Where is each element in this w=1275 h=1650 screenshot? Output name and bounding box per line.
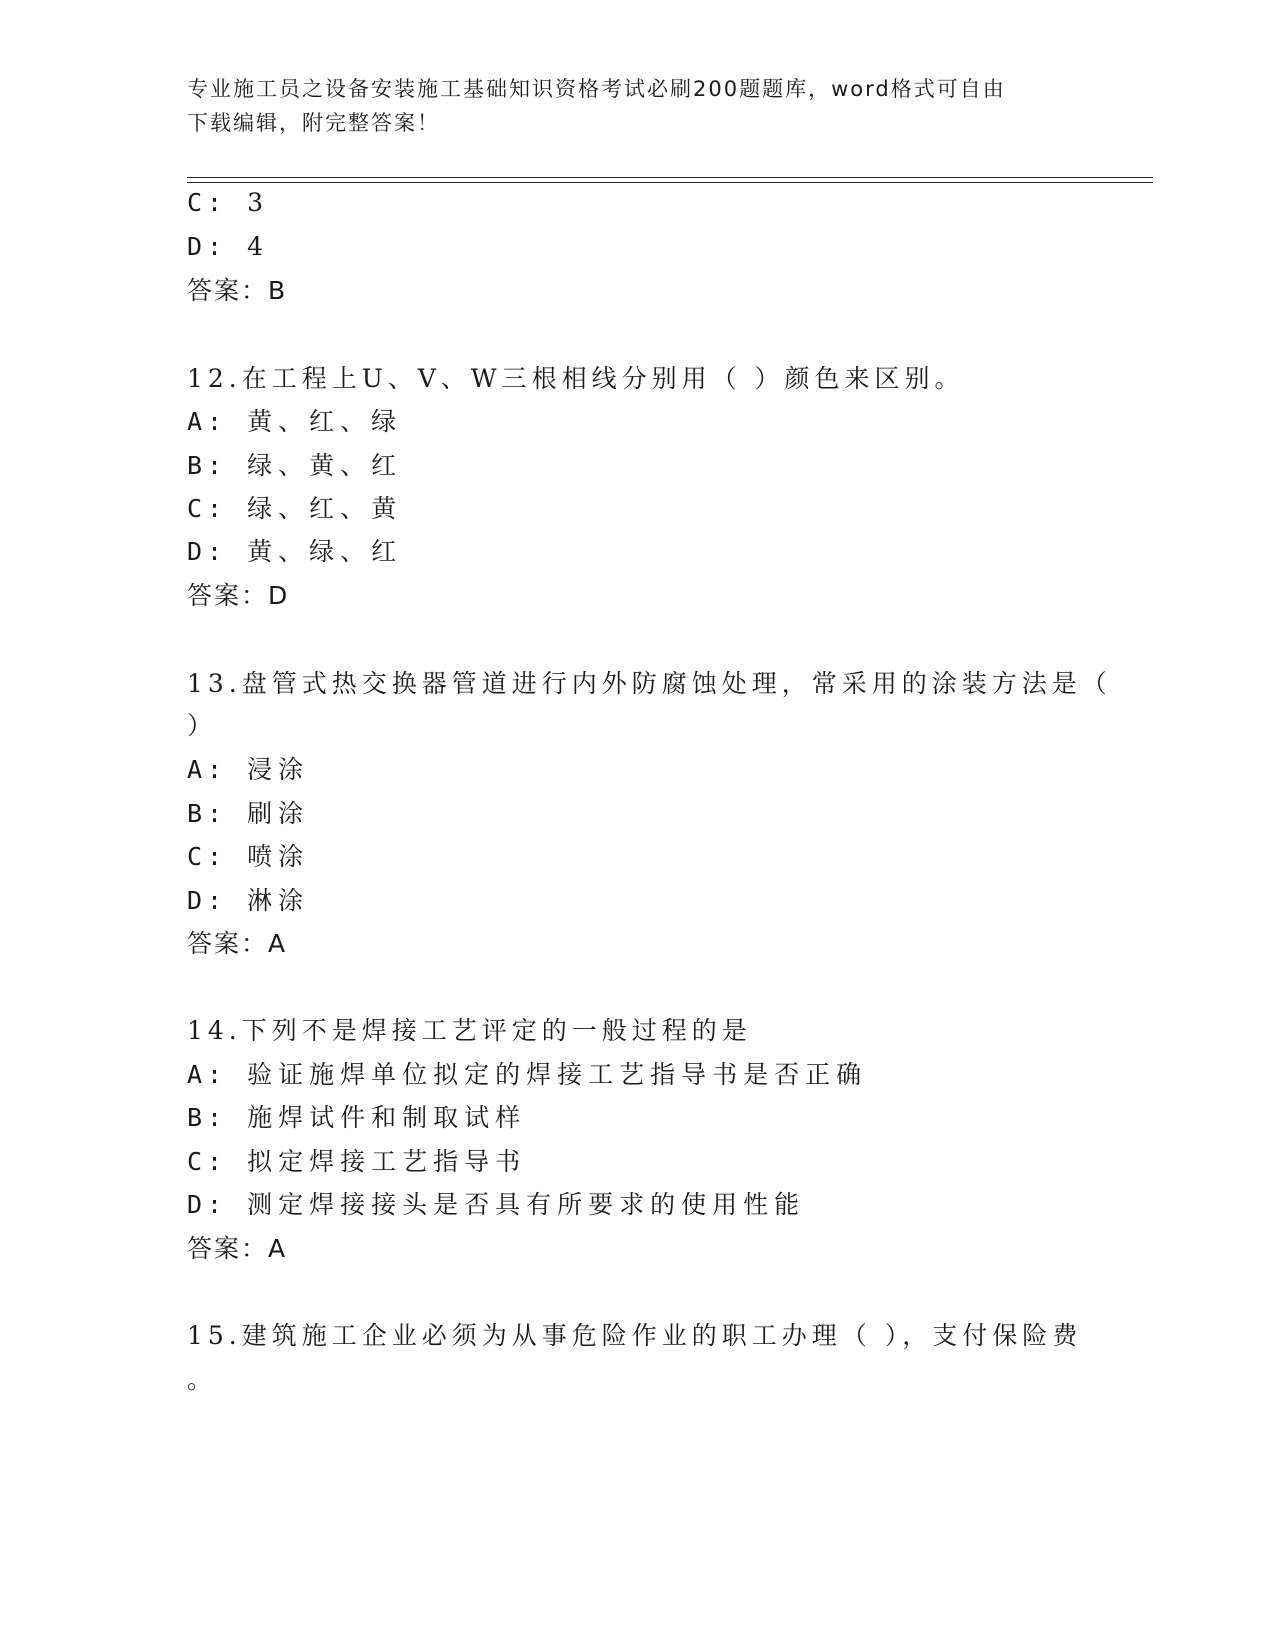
q14-option-b: B: 施焊试件和制取试样 <box>187 1103 527 1132</box>
q14-option-a: A: 验证施焊单位拟定的焊接工艺指导书是否正确 <box>187 1060 868 1089</box>
q14-answer: 答案：A <box>187 1234 288 1263</box>
q13-option-c: C: 喷涂 <box>187 842 310 871</box>
q13-option-a: A: 浸涂 <box>187 755 310 784</box>
q13-option-b: B: 刷涂 <box>187 799 310 828</box>
q12-answer: 答案：D <box>187 581 290 610</box>
q14-option-c: C: 拟定焊接工艺指导书 <box>187 1147 527 1176</box>
q15-stem-line-2: 。 <box>187 1365 218 1394</box>
q12-option-a: A: 黄、红、绿 <box>187 407 403 436</box>
document-header <box>187 72 1067 140</box>
header-line-2: 下载编辑，附完整答案！ <box>187 111 440 135</box>
q13-stem-line-2: ） <box>187 711 218 740</box>
q14-option-d: D: 测定焊接接头是否具有所要求的使用性能 <box>187 1190 806 1219</box>
header-rule-bottom <box>187 182 1153 183</box>
q13-answer: 答案：A <box>187 929 288 958</box>
header-rule-top <box>187 177 1153 178</box>
q12-option-d: D: 黄、绿、红 <box>187 537 403 566</box>
q15-stem-line-1: 15.建筑施工企业必须为从事危险作业的职工办理（ ），支付保险费 <box>187 1321 1083 1350</box>
q11-option-d: D: 4 <box>187 232 270 261</box>
q12-stem: 12.在工程上U、V、W三根相线分别用（ ）颜色来区别。 <box>187 364 965 393</box>
q11-option-c: C: 3 <box>187 188 270 217</box>
q13-stem-line-1: 13.盘管式热交换器管道进行内外防腐蚀处理，常采用的涂装方法是（ <box>187 669 1112 698</box>
q12-option-c: C: 绿、红、黄 <box>187 494 403 523</box>
header-line-1: 专业施工员之设备安装施工基础知识资格考试必刷200题题库，word格式可自由 <box>187 77 1006 101</box>
q14-stem: 14.下列不是焊接工艺评定的一般过程的是 <box>187 1016 752 1045</box>
q12-option-b: B: 绿、黄、红 <box>187 451 403 480</box>
q11-answer: 答案：B <box>187 276 288 305</box>
q13-option-d: D: 淋涂 <box>187 886 310 915</box>
